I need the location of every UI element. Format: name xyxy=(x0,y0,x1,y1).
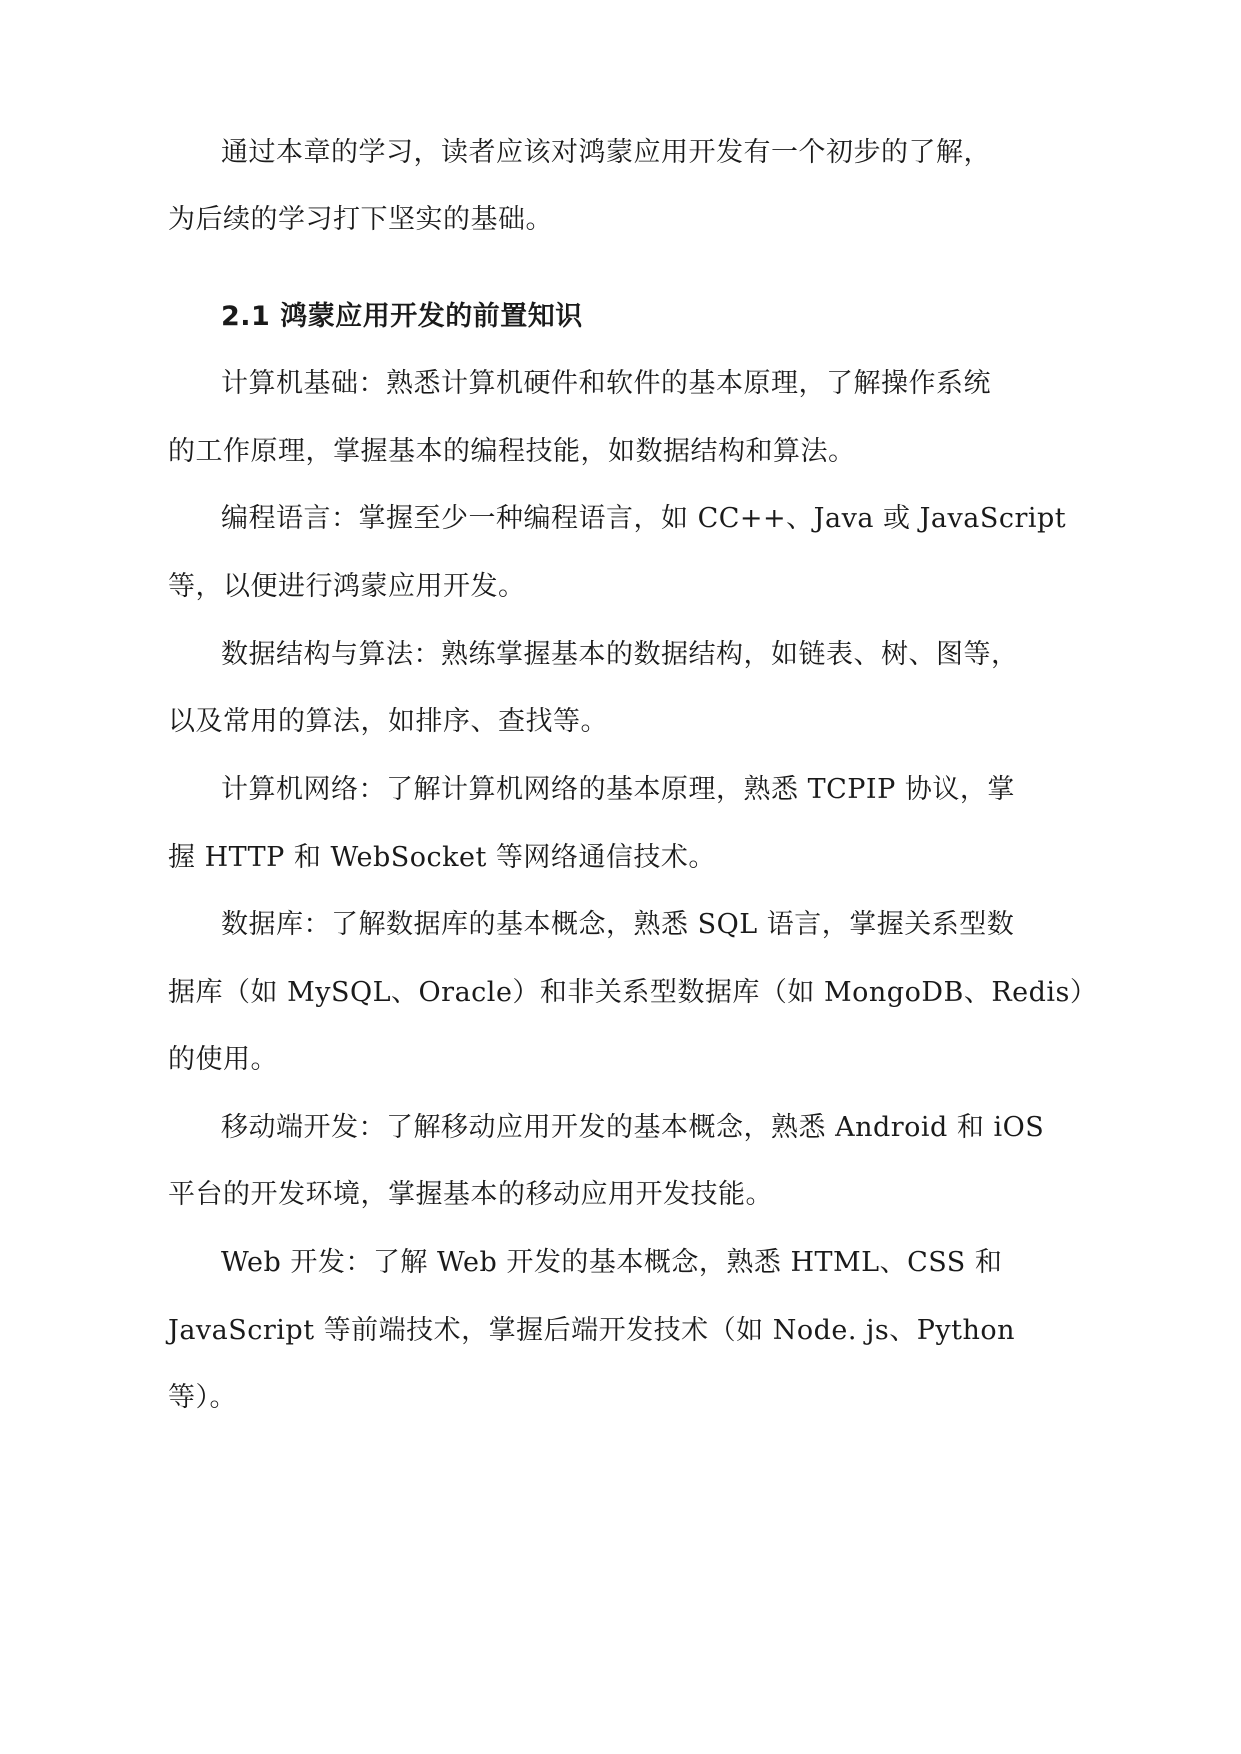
paragraph-database-line-2: 据库（如 MySQL、Oracle）和非关系型数据库（如 MongoDB、Redis） xyxy=(168,977,1098,1008)
paragraph-data-structures-line-1: 数据结构与算法：熟练掌握基本的数据结构，如链表、树、图等， xyxy=(221,639,1019,670)
paragraph-web-line-3: 等）。 xyxy=(168,1382,237,1413)
paragraph-networking-line-2: 握 HTTP 和 WebSocket 等网络通信技术。 xyxy=(168,842,716,873)
paragraph-web-line-1: Web 开发：了解 Web 开发的基本概念，熟悉 HTML、CSS 和 xyxy=(221,1247,1003,1278)
paragraph-web-line-2: JavaScript 等前端技术，掌握后端开发技术（如 Node. js、Python xyxy=(168,1315,1016,1346)
paragraph-database-line-3: 的使用。 xyxy=(168,1044,278,1075)
paragraph-mobile-line-1: 移动端开发：了解移动应用开发的基本概念，熟悉 Android 和 iOS xyxy=(221,1112,1045,1143)
paragraph-computer-basics-line-2: 的工作原理，掌握基本的编程技能，如数据结构和算法。 xyxy=(168,436,856,467)
paragraph-computer-basics-line-1: 计算机基础：熟悉计算机硬件和软件的基本原理，了解操作系统 xyxy=(221,368,991,399)
paragraph-database-line-1: 数据库：了解数据库的基本概念，熟悉 SQL 语言，掌握关系型数 xyxy=(221,909,1015,940)
paragraph-networking-line-1: 计算机网络：了解计算机网络的基本原理，熟悉 TCPIP 协议，掌 xyxy=(221,774,1015,805)
paragraph-programming-language-line-1: 编程语言：掌握至少一种编程语言，如 CC++、Java 或 JavaScript xyxy=(221,503,1067,534)
paragraph-data-structures-line-2: 以及常用的算法，如排序、查找等。 xyxy=(168,706,608,737)
paragraph-intro-line-1: 通过本章的学习，读者应该对鸿蒙应用开发有一个初步的了解， xyxy=(221,137,991,168)
paragraph-mobile-line-2: 平台的开发环境，掌握基本的移动应用开发技能。 xyxy=(168,1179,773,1210)
paragraph-programming-language-line-2: 等，以便进行鸿蒙应用开发。 xyxy=(168,571,526,602)
section-heading: 2.1 鸿蒙应用开发的前置知识 xyxy=(221,301,583,332)
paragraph-intro-line-2: 为后续的学习打下坚实的基础。 xyxy=(168,204,553,235)
